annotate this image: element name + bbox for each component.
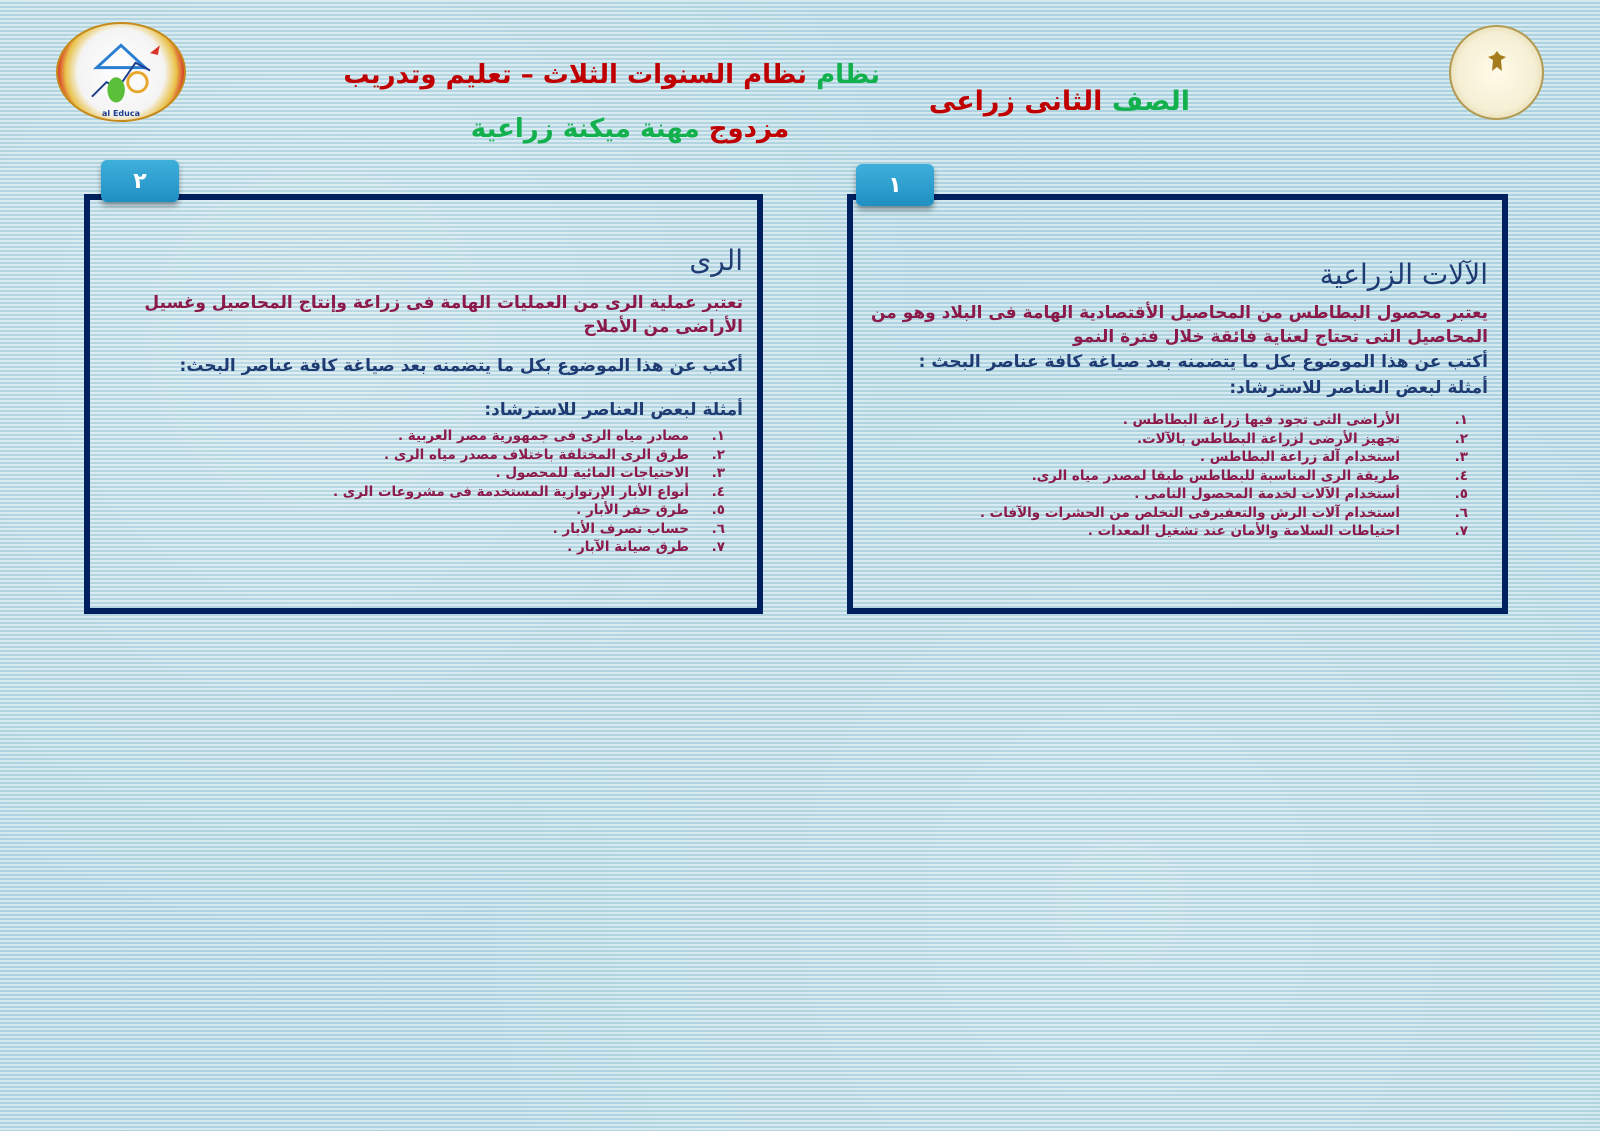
specialty-title-red: مزدوج <box>708 114 790 144</box>
list-item-text: تجهيز الأرضى لزراعة البطاطس بالآلات. <box>1136 430 1400 447</box>
list-item-text: استخدام آلات الرش والتعفيرفى التخلص من الحشرات والآفات . <box>979 504 1400 521</box>
list-item-number: ٢. <box>711 446 725 463</box>
list-item-text: طرق صيانة الآبار . <box>567 539 689 555</box>
panel-2-examples-list <box>104 427 743 557</box>
list-item-text: طرق الرى المختلفة باختلاف مصدر مياه الرى . <box>384 446 689 463</box>
grade-title-red: الثانى زراعى <box>928 86 1103 117</box>
panel-2-examples-heading: أمثلة لبعض العناصر للاسترشاد: <box>484 400 743 420</box>
list-item-text: أستخدام الآلات لخدمة المحصول النامى . <box>1134 486 1400 502</box>
list-item-number: ٥. <box>1454 486 1468 502</box>
panel-1-title: الآلات الزراعية <box>1319 258 1488 291</box>
list-item <box>867 467 1468 486</box>
panel-1-examples-heading: أمثلة لبعض العناصر للاسترشاد: <box>1229 378 1488 398</box>
panel-2-irrigation <box>84 194 763 614</box>
panel-1-examples-list <box>867 411 1488 541</box>
list-item <box>104 483 725 502</box>
seal-ring-text <box>1451 27 1542 118</box>
list-item-number: ٣. <box>1454 449 1468 465</box>
program-title-red: نظام السنوات الثلاث – تعليم وتدريب <box>343 60 808 90</box>
list-item-number: ٧. <box>711 539 725 555</box>
list-item-number: ٢. <box>1454 430 1468 447</box>
ministry-seal <box>1449 25 1544 120</box>
list-item-text: احتياطات السلامة والأمان عند تشغيل المعدات . <box>1087 523 1400 539</box>
list-item-text: حساب تصرف الأبار . <box>552 520 689 537</box>
list-item-text: مصادر مياه الرى فى جمهورية مصر العربية . <box>397 428 689 444</box>
panel-1-prompt: أكتب عن هذا الموضوع بكل ما يتضمنه بعد صياغة كافة عناصر البحث : <box>918 352 1488 372</box>
list-item <box>104 538 725 557</box>
list-item-number: ٥. <box>711 502 725 518</box>
list-item <box>867 430 1468 449</box>
list-item-number: ١. <box>711 428 725 444</box>
list-item <box>867 448 1468 467</box>
list-item-number: ٤. <box>1454 467 1468 484</box>
technical-education-logo <box>56 22 186 122</box>
list-item <box>867 504 1468 523</box>
list-item <box>867 411 1468 430</box>
logo-graphic-icon <box>58 24 184 121</box>
list-item-text: الاحتياجات المائية للمحصول . <box>495 465 689 481</box>
list-item-number: ٦. <box>711 520 725 537</box>
list-item-text: الأراضى التى تجود فيها زراعة البطاطس . <box>1122 412 1400 428</box>
list-item <box>867 522 1468 541</box>
list-item <box>104 464 725 483</box>
program-title-green: نظام <box>816 60 880 90</box>
list-item-text: أنواع الأبار الإرتوازية المستخدمة فى مشروعات الرى . <box>332 483 689 500</box>
list-item-text: استخدام آلة زراعة البطاطس . <box>1199 449 1400 465</box>
grade-title-green: الصف <box>1111 86 1190 117</box>
list-item <box>104 501 725 520</box>
panel-2-tab[interactable]: ٢ <box>101 160 179 202</box>
list-item <box>104 520 725 539</box>
list-item-text: طرق حفر الأبار . <box>576 502 689 518</box>
list-item <box>104 427 725 446</box>
list-item-text: طريقة الرى المناسبة للبطاطس طبقا لمصدر مياه الرى. <box>1031 467 1400 484</box>
panel-2-title: الرى <box>689 244 743 277</box>
grade-title <box>928 86 1190 117</box>
list-item <box>104 446 725 465</box>
list-item <box>867 485 1468 504</box>
panel-1-agricultural-machinery <box>847 194 1508 614</box>
specialty-title <box>470 114 790 144</box>
list-item-number: ٦. <box>1454 504 1468 521</box>
list-item-number: ١. <box>1454 412 1468 428</box>
panel-2-prompt: أكتب عن هذا الموضوع بكل ما يتضمنه بعد صياغة كافة عناصر البحث: <box>179 356 743 376</box>
panel-2-intro: تعتبر عملية الرى من العمليات الهامة فى زراعة وإنتاج المحاصيل وغسيل الأراضى من الأملاح <box>144 293 743 337</box>
list-item-number: ٤. <box>711 483 725 500</box>
specialty-title-green: مهنة ميكنة زراعية <box>470 114 700 144</box>
panel-1-tab[interactable]: ١ <box>856 164 934 206</box>
list-item-number: ٧. <box>1454 523 1468 539</box>
panel-1-intro: يعتبر محصول البطاطس من المحاصيل الأقتصادية الهامة فى البلاد وهو من المحاصيل التى تحتاج لعناية فائقة خلال فترة النمو <box>870 303 1488 347</box>
program-title <box>343 60 880 90</box>
list-item-number: ٣. <box>711 465 725 481</box>
logo-caption: al Educa <box>102 109 140 118</box>
